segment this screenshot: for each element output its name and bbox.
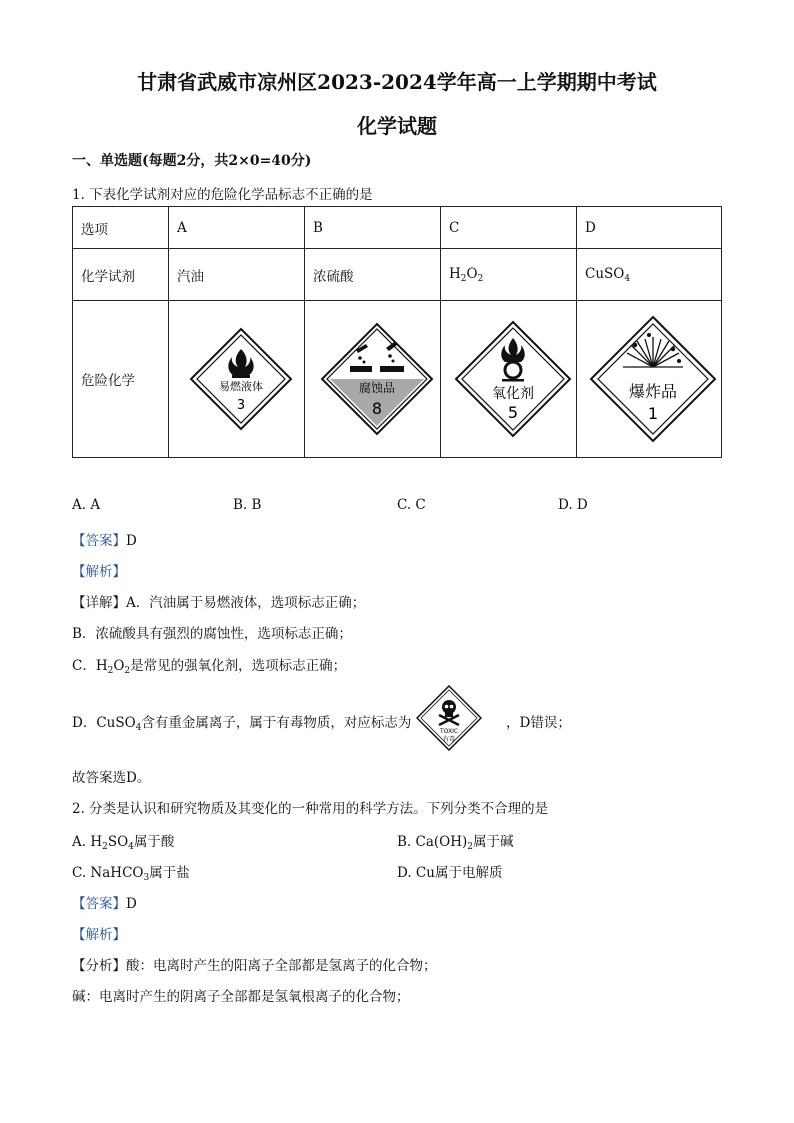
hazard-table — [72, 206, 722, 458]
table-cell: 危险化学 — [73, 301, 169, 458]
q1-option-b: B. B — [233, 497, 262, 513]
detail-text: A．汽油属于易燃液体，选项标志正确； — [126, 595, 366, 611]
sign-number: 3 — [236, 398, 245, 413]
formula-part: O — [466, 265, 478, 282]
formula-sub: 2 — [460, 273, 467, 284]
q2-option-a — [72, 830, 174, 852]
table-cell — [577, 301, 722, 458]
formula-sub: 4 — [624, 273, 631, 284]
table-cell: 选项 — [73, 207, 169, 249]
option-text: C. NaHCO — [72, 865, 144, 881]
table-row — [73, 301, 722, 458]
q2-option-b — [397, 830, 514, 852]
option-text: 属于酸 — [133, 834, 175, 850]
formula-sub: 2 — [107, 666, 114, 676]
q1-stem: 1. 下表化学试剂对应的危险化学品标志不正确的是 — [72, 187, 373, 203]
table-cell — [441, 249, 577, 301]
toxic-sign — [416, 685, 482, 755]
option-text: B. Ca(OH) — [397, 834, 468, 850]
q1-detail-d-tail: ，D错误； — [506, 715, 571, 731]
table-cell — [305, 301, 441, 458]
page-title: 甘肃省武威市凉州区2023-2024学年高一上学期期中考试 — [137, 70, 657, 94]
toxic-label-cn: 有毒 — [442, 736, 456, 743]
detail-text: 是常见的强氧化剂，选项标志正确； — [130, 658, 347, 674]
table-cell: D — [577, 207, 722, 249]
section-heading: 一、单选题(每题2分，共2×0=40分) — [72, 153, 312, 169]
hazard-sign-flammable — [177, 327, 304, 431]
answer-value: D — [126, 896, 137, 912]
sign-label: 易燃液体 — [218, 380, 263, 393]
table-cell: C — [441, 207, 577, 249]
formula-part: H — [449, 265, 461, 282]
sign-number: 8 — [371, 399, 382, 418]
detail-text: C．H — [72, 658, 108, 674]
option-text: 属于盐 — [149, 865, 190, 881]
table-cell: 汽油 — [169, 249, 305, 301]
table-cell: A — [169, 207, 305, 249]
q1-option-d: D. D — [558, 497, 588, 513]
q2-option-c — [72, 861, 190, 883]
answer-label: 【答案】 — [72, 533, 126, 549]
table-cell: B — [305, 207, 441, 249]
hazard-sign-corrosive — [313, 322, 440, 436]
q1-analysis-label: 【解析】 — [72, 564, 126, 580]
q2-analysis-1 — [72, 954, 437, 974]
hazard-sign-oxidizer — [449, 320, 576, 438]
sign-number: 1 — [647, 404, 659, 423]
q2-stem: 2. 分类是认识和研究物质及其变化的一种常用的科学方法。下列分类不合理的是 — [72, 801, 549, 817]
formula-sub: 2 — [467, 842, 473, 852]
q1-conclusion: 故答案选D。 — [72, 770, 151, 786]
option-text: A. H — [72, 834, 103, 850]
q2-answer — [72, 892, 137, 912]
q1-option-c: C. C — [397, 497, 426, 513]
detail-label: 【详解】 — [72, 595, 126, 611]
q1-detail-c — [72, 654, 346, 676]
answer-value: D — [126, 533, 137, 549]
table-row — [73, 207, 722, 249]
formula-sub: 2 — [124, 666, 131, 676]
table-cell: 化学试剂 — [73, 249, 169, 301]
hazard-sign-explosive — [585, 315, 721, 443]
option-text: SO — [107, 834, 129, 850]
table-cell — [169, 301, 305, 458]
table-cell: 浓硫酸 — [305, 249, 441, 301]
table-row — [73, 249, 722, 301]
q2-option-d: D. Cu属于电解质 — [397, 865, 503, 881]
option-text: 属于碱 — [473, 834, 514, 850]
formula-part: CuSO — [585, 265, 625, 282]
toxic-label-en: TOXIC — [439, 728, 459, 735]
q1-detail-d — [72, 711, 411, 733]
q2-analysis-label: 【解析】 — [72, 927, 126, 943]
q1-option-a: A. A — [72, 497, 101, 513]
page-subtitle: 化学试题 — [357, 114, 437, 138]
sign-number: 5 — [507, 403, 518, 422]
q1-answer — [72, 529, 137, 549]
q2-analysis-2: 碱：电离时产生的阴离子全部都是氢氧根离子的化合物； — [72, 989, 410, 1005]
q1-detail-a — [72, 591, 365, 611]
analysis-text: 酸：电离时产生的阳离子全部都是氢离子的化合物； — [126, 958, 437, 974]
sign-label: 爆炸品 — [628, 382, 678, 401]
formula-sub: 3 — [143, 873, 150, 883]
formula-sub: 2 — [477, 273, 484, 284]
formula-sub: 2 — [102, 842, 108, 852]
sign-label: 腐蚀品 — [358, 381, 395, 395]
detail-text: O — [113, 658, 125, 674]
table-cell — [441, 301, 577, 458]
q1-detail-b: B．浓硫酸具有强烈的腐蚀性，选项标志正确； — [72, 626, 352, 642]
table-cell — [577, 249, 722, 301]
sign-label: 氧化剂 — [491, 386, 534, 402]
formula-sub: 4 — [135, 723, 142, 733]
formula-sub: 4 — [128, 842, 134, 852]
analysis-tag: 【分析】 — [72, 958, 126, 974]
detail-text: D．CuSO — [72, 715, 136, 731]
answer-label: 【答案】 — [72, 896, 126, 912]
detail-text: 含有重金属离子，属于有毒物质，对应标志为 — [141, 715, 412, 731]
